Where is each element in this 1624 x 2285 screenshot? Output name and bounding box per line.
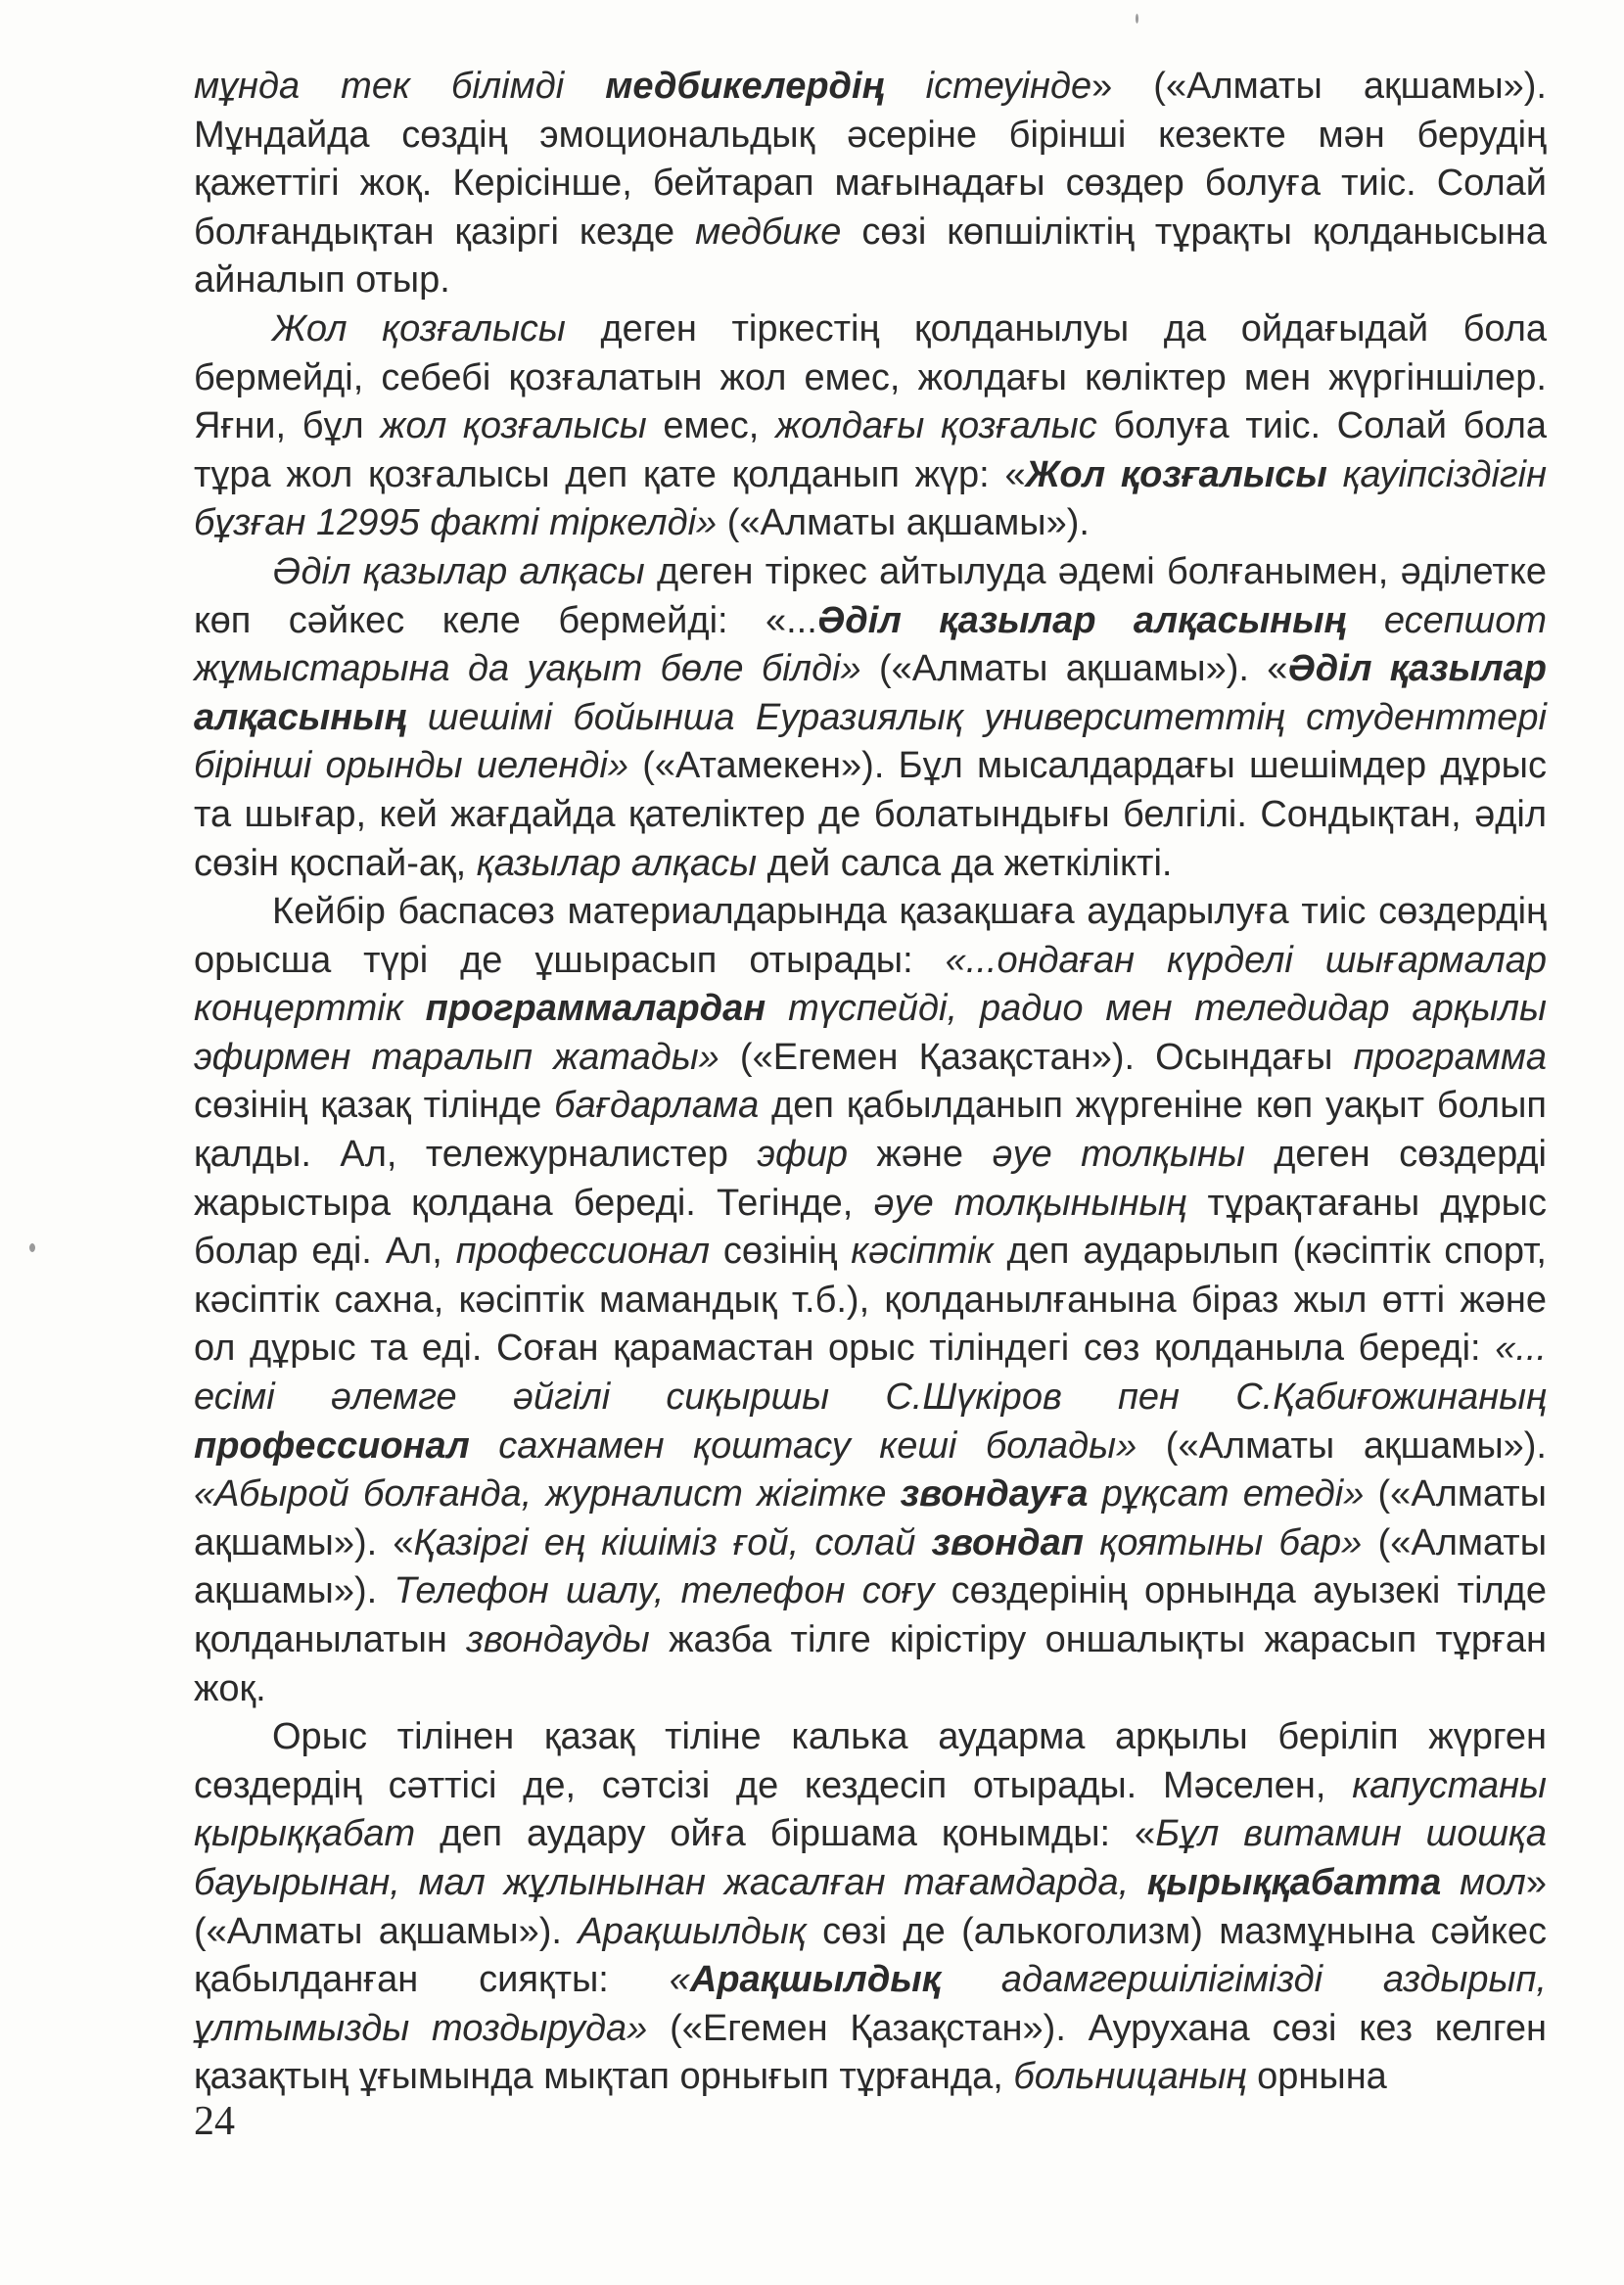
italic-run: есепшот жұмыстарына да уақыт бөле білді» <box>194 599 1548 690</box>
italic-run: түспейді, радио мен теледидар арқылы эфирмен таралып жатады» <box>194 988 1547 1078</box>
italic-run: Жол қозғалысы <box>272 307 566 350</box>
text-run: («Алматы ақшамы»). <box>1137 1424 1547 1467</box>
italic-run: жол қозғалысы <box>380 405 647 447</box>
italic-run: қауіпсіздігін бұзған 12995 факті тіркелді» <box>194 453 1547 544</box>
page-number: 24 <box>194 2099 235 2144</box>
italic-run: мұнда тек білімді <box>194 66 606 107</box>
text-run: сөздерінің орнында ауызекі тілде қолданылатын <box>194 1570 1547 1660</box>
italic-run: әуе толқыны <box>992 1134 1245 1176</box>
emphasis-run: Арақшылдық <box>689 1959 942 2001</box>
italic-run: қазылар алқасы <box>476 842 758 884</box>
italic-run: Бұл витамин шошқа бауырынан, мал жұлынынан жасалған тағамдарда, <box>194 1813 1547 1903</box>
text-run: деп аударылып (кәсіптік спорт, кәсіптік сахна, кәсіптік мамандық т.б.), қолданылғанына біраз жыл өтті және ол дұрыс та еді. Соған қарамастан орыс тіліндегі сөз қолданыла береді: <box>194 1231 1547 1370</box>
emphasis-run: звондап <box>931 1521 1085 1563</box>
text-run: » («Алматы ақшамы»). Мұндайда сөздің эмоциональдық әсеріне бірінші кезекте мән берудің қажеттігі жоқ. Керісінше, бейтарап мағынадағы сөздер болуға тиіс. Солай болғандықтан қазіргі кезде <box>194 66 1547 253</box>
italic-run: «... есімі әлемге әйгілі сиқыршы С.Шүкіров пен С.Қабиғожинаның <box>194 1328 1547 1419</box>
italic-run: «Абырой болғанда, журналист жігітке <box>194 1473 901 1516</box>
paragraph <box>194 63 1547 305</box>
italic-run: қоятыны бар» <box>1084 1521 1363 1563</box>
text-run: Кейбір баспасөз материалдарында қазақшаға аударылуға тиіс сөздердің орысша түрі де ұшырасып отырады: <box>194 891 1547 981</box>
text-run: емес, <box>646 405 775 447</box>
italic-run: істеуінде <box>884 66 1092 107</box>
paragraph <box>194 548 1547 888</box>
italic-run: программа <box>1353 1036 1547 1078</box>
text-run: сөзінің қазақ тілінде <box>194 1085 555 1127</box>
text-run: («Атамекен»). Бұл мысалдардағы шешімдер дұрыс та шығар, кей жағдайда қателіктер де болатындығы белгілі. Сондықтан, әділ сөзін қоспай-ақ, <box>194 745 1547 884</box>
text-run: («Алматы ақшамы»). <box>717 502 1090 544</box>
italic-run: жолдағы қозғалыс <box>774 405 1097 447</box>
text-run: » («Алматы ақшамы»). <box>194 1861 1547 1952</box>
emphasis-run: Әділ қазылар алқасының <box>194 648 1548 738</box>
italic-run: звондауды <box>466 1619 650 1660</box>
italic-run: профессионал <box>455 1231 711 1273</box>
emphasis-run: Әділ қазылар алқасының <box>816 599 1347 641</box>
emphasis-run: программалардан <box>425 988 766 1030</box>
body-text <box>194 63 1547 2102</box>
italic-run: мол <box>1441 1861 1526 1903</box>
text-run: («Алматы ақшамы»). <box>194 1521 1548 1612</box>
text-run: («Алматы ақшамы»). « <box>860 648 1288 690</box>
italic-run: эфир <box>757 1134 848 1176</box>
italic-run: Қазіргі ең кішіміз ғой, солай <box>413 1521 932 1563</box>
emphasis-run: профессионал <box>194 1424 470 1467</box>
italic-run: әуе толқынының <box>873 1182 1187 1224</box>
emphasis-run: медбикелердің <box>605 66 885 107</box>
text-run: деген тіркестің қолданылуы да ойдағыдай бола бермейді, себебі қозғалатын жол емес, жолдағы көліктер мен жүргіншілер. Яғни, бұл <box>194 307 1548 447</box>
text-run: сөзі де (алькоголизм) мазмұнына сәйкес қабылданған сияқты: <box>194 1910 1547 2001</box>
text-run: деген тіркес айтылуда әдемі болғанымен, әділетке көп сәйкес келе бермейді: «... <box>194 550 1548 641</box>
text-run: сөзі көпшіліктің тұрақты қолданысына айналып отыр. <box>194 210 1547 302</box>
text-run: («Егемен Қазақстан»). Аурухана сөзі кез келген қазақтың ұғымында мықтап орнығып тұрғанда, <box>194 2007 1548 2098</box>
paragraph <box>194 888 1547 1713</box>
emphasis-run: қырыққабатта <box>1146 1861 1442 1903</box>
italic-run: «...ондаған күрделі шығармалар концерттік <box>194 939 1547 1030</box>
italic-run: бағдарлама <box>554 1085 760 1127</box>
italic-run: адамгершілігімізді аздырып, ұлтымызды тоздыруда» <box>194 1959 1547 2049</box>
text-run: («Алматы ақшамы»). « <box>194 1473 1547 1563</box>
text-run: және <box>847 1134 993 1176</box>
italic-run: Әділ қазылар алқасы <box>272 550 645 592</box>
scan-speck <box>29 1243 35 1252</box>
italic-run: кәсіптік <box>851 1231 994 1273</box>
italic-run: Арақшылдық <box>578 1910 807 1952</box>
text-run: деп қабылданып жүргеніне көп уақыт болып қалды. Ал, тележурналистер <box>194 1085 1547 1176</box>
text-run: тұрақтағаны дұрыс болар еді. Ал, <box>194 1182 1547 1273</box>
text-run: деген сөздерді жарыстыра қолдана береді. Тегінде, <box>194 1134 1547 1224</box>
italic-run: больницаның <box>1013 2056 1247 2098</box>
italic-run: медбике <box>695 210 842 253</box>
text-run: жазба тілге кірістіру оншалықты жарасып тұрған жоқ. <box>194 1619 1547 1709</box>
italic-run: сахнамен қоштасу кеші болады» <box>469 1424 1137 1467</box>
emphasis-run: звондауға <box>900 1473 1089 1516</box>
text-run: дей салса да жеткілікті. <box>757 842 1173 884</box>
text-run: Орыс тілінен қазақ тіліне калька аударма арқылы беріліп жүрген сөздердің сәттісі де, сәтсізі де кездесіп отырады. Мәселен, <box>194 1716 1547 1806</box>
text-run: болуға тиіс. Солай бола тұра жол қозғалысы деп қате қолданып жүр: « <box>194 405 1547 495</box>
italic-run: « <box>669 1959 690 2001</box>
scan-speck <box>1136 14 1138 23</box>
text-run: сөзінің <box>710 1231 852 1273</box>
italic-run: рұқсат етеді» <box>1088 1473 1365 1516</box>
paragraph <box>194 305 1547 548</box>
paragraph <box>194 1713 1547 2102</box>
italic-run: капустаны қырыққабат <box>194 1764 1547 1855</box>
text-run: («Егемен Қазақстан»). Осындағы <box>719 1036 1354 1078</box>
emphasis-run: Жол қозғалысы <box>1025 453 1327 495</box>
italic-run: шешімі бойынша Еуразиялық университеттің студенттері бірінші орынды иеленді» <box>194 696 1547 787</box>
text-run: деп аудару ойға біршама қонымды: « <box>415 1813 1156 1855</box>
text-run: орнына <box>1246 2056 1387 2098</box>
italic-run: Телефон шалу, телефон соғу <box>394 1570 935 1612</box>
